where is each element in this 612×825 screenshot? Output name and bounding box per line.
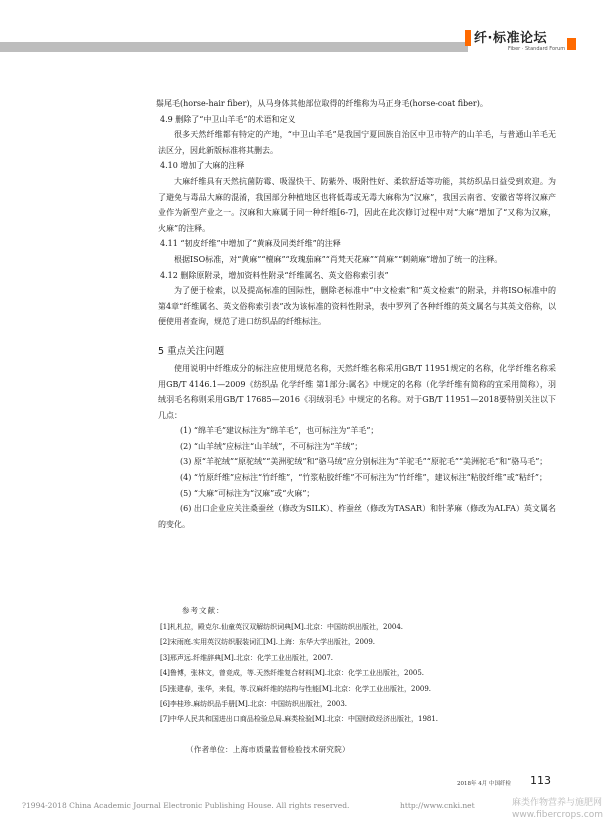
author-affiliation: （作者单位：上海市质量监督检验技术研究院） [186, 745, 350, 754]
header-gray-bar [0, 42, 468, 52]
article-body [158, 96, 556, 532]
heading-4-12: 4.12 删除原附录，增加资料性附录“纤维属名、英文俗称索引表” [160, 270, 389, 280]
header-orange-mark-right [567, 38, 576, 50]
watermark-line-2: www.fibercrops.com [512, 810, 603, 820]
list-item: (5) “大麻”可标注为“汉麻”或“火麻”； [180, 488, 315, 498]
list-item: (6) 出口企业应关注桑蚕丝（修改为SILK）、柞蚕丝（修改为TASAR）和针茅麻（修改为ALFA）英文属名的变化。 [158, 504, 556, 529]
paragraph-4-12: 为了便于检索，以及提高标准的国际性，删除老标准中“中文检索”和“英文检索”的附录，并将ISO标准中的第4章“纤维属名、英文俗称索引表”改为该标准的资料性附录，表中罗列了各种纤维的英文属名与其英文俗称，以便使用者查询，规范了进口纺织品的纤维标注。 [158, 286, 556, 327]
list-item: (3) 原“羊驼绒”“原驼绒”“美洲驼绒”和“骆马绒”应分别标注为“羊驼毛”“原驼毛”“美洲驼毛”和“骆马毛”； [180, 457, 548, 467]
reference-item: [4]鲁博，张林文，曾竞成，等.天然纤维复合材料[M].北京：化学工业出版社，2005. [160, 669, 425, 678]
paragraph-5: 使用说明中纤维成分的标注应使用规范名称，天然纤维名称采用GB/T 11951规定的名称，化学纤维名称采用GB/T 4146.1—2009《纺织品 化学纤维 第1部分:属名》中规定的名称（化学纤维有简称的宜采用简称），羽绒羽毛名称则采用GB/T 17685—2016《羽绒羽毛》中规定的名称。对于GB/T 11951—2018要特别关注以下几点： [158, 363, 556, 420]
reference-item: [3]邢声远.纤维辞典[M].北京：化学工业出版社，2007. [160, 653, 334, 662]
heading-4-9: 4.9 删除了“中卫山羊毛”的术语和定义 [160, 114, 296, 124]
journal-column-title: 纤·标准论坛 [474, 31, 547, 46]
reference-item: [7]中华人民共和国进出口商品检验总局.麻类检验[M].北京：中国财政经济出版社，1981. [160, 715, 439, 724]
paragraph-4-10: 大麻纤维具有天然抗菌防霉、吸湿快干、防紫外、吸附性好、柔软舒适等功能，其纺织品日益受到欢迎。为了避免与毒品大麻的混淆，我国部分种植地区也将低毒或无毒大麻称为“汉麻”，我国云南省、安徽省等将汉麻产业作为新型产业之一。汉麻和大麻属于同一种纤维[6-7]，因此在此次修订过程中对“大麻”增加了“又称为汉麻，火麻”的注释。 [158, 176, 556, 233]
reference-item: [6]李桂珍.麻纺织品手册[M].北京：中国纺织出版社，2003. [160, 700, 348, 709]
copyright-text: ?1994-2018 China Academic Journal Electronic Publishing House. All rights reserved. [22, 801, 350, 810]
reference-item: [5]张建春，张华，来侃，等.汉麻纤维的结构与性能[M].北京：化学工业出版社，2009. [160, 684, 432, 693]
list-item: (1) “绵羊毛”建议标注为“绵羊毛”，也可标注为“羊毛”； [180, 426, 379, 436]
key-points-list [158, 423, 556, 532]
section-title-5: 5 重点关注问题 [158, 345, 225, 357]
paragraph-continuation: 鬃尾毛(horse-hair fiber)，从马身体其他部位取得的纤维称为马正身毛(horse-coat fiber)。 [156, 99, 488, 108]
header-orange-mark-left [465, 30, 471, 46]
paragraph-4-9: 很多天然纤维都有特定的产地，“中卫山羊毛”是我国宁夏回族自治区中卫市特产的山羊毛，与普通山羊毛无法区分，因此新版标准将其删去。 [158, 130, 556, 155]
watermark [512, 797, 603, 821]
list-item: (2) “山羊绒”应标注“山羊绒”，不可标注为“羊绒”； [180, 441, 363, 451]
reference-item: [2]宋雨庭.实用英汉纺织服装词汇[M].上海：东华大学出版社，2009. [160, 638, 376, 647]
paragraph-4-11: 根据ISO标准，对“黄麻”“檀麻”“玫瑰茄麻”“肖梵天花麻”“苘麻”“刺蒴麻”增加了统一的注释。 [174, 254, 503, 264]
page-number: 113 [530, 774, 551, 787]
references-title: 参考文献： [182, 606, 225, 615]
cnki-link[interactable]: http://www.cnki.net [400, 801, 475, 810]
reference-item: [1]札札拉，殿克尔.仙童英汉双解纺织词典[M].北京：中国纺织出版社，2004. [160, 623, 404, 631]
heading-4-11: 4.11 “韧皮纤维”中增加了“黄麻及同类纤维”的注释 [160, 239, 341, 249]
list-item: (4) “竹原纤维”应标注“竹纤维”，“竹浆粘胶纤维”不可标注为“竹纤维”，建议标注“粘胶纤维”或“粘纤”； [180, 473, 547, 483]
heading-4-10: 4.10 增加了大麻的注释 [160, 161, 245, 171]
watermark-line-1: 麻类作物营养与施肥网 [512, 798, 603, 808]
issue-info: 2018年 4月 中国纤检 [457, 781, 511, 787]
page-header [0, 0, 612, 60]
references [160, 605, 558, 728]
journal-column-subtitle: Fiber · Standard Forum [508, 46, 566, 52]
